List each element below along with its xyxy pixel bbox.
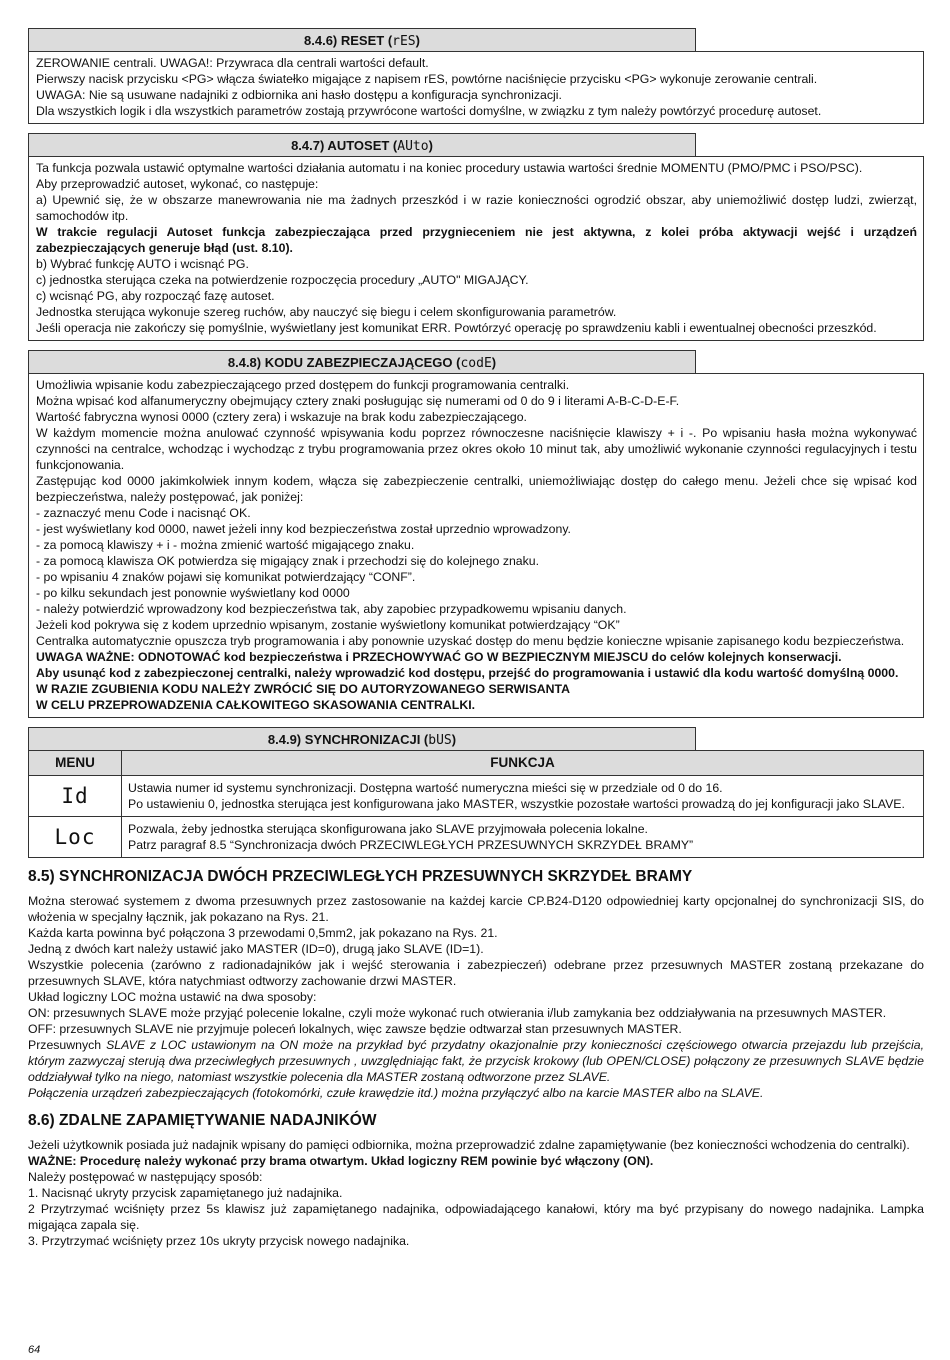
s85-p6: ON: przesuwnych SLAVE może przyjąć polecenie lokalne, czyli może wykonać ruch otwierania i/lub zamykania bez oddziaływania na przesuwnych MASTER. [28,1006,887,1020]
code-p2: Można wpisać kod alfanumeryczny obejmujący cztery znaki posługując się numerami od 0 do 9 i literami A-B-C-D-E-F. [36,394,680,408]
code-p3: Wartość fabryczna wynosi 0000 (cztery zera) i wskazuje na brak kodu zabezpieczającego. [36,410,527,424]
code-p13: Jeżeli kod pokrywa się z kodem uprzednio wpisanym, zostanie wyświetlony komunikat potwierdzający “OK” [36,618,620,632]
code-step-5: - po wpisaniu 4 znaków pojawi się komunikat potwierdzający “CONF”. [36,570,416,584]
autoset-p1: Ta funkcja pozwala ustawić optymalne wartości działania automatu i na koniec procedury ustawia wartości średnie MOMENTU (PMO/PMC i PSO/PSC). [36,161,863,175]
table-row [29,817,924,858]
code-warning-1: UWAGA WAŻNE: ODNOTOWAĆ kod bezpieczeństwa i PRZECHOWYWAĆ GO W BEZPIECZNYM MIEJSCU do celów kolejnych konserwacji. [36,650,842,664]
s85-p8-italic: SLAVE z LOC ustawionym na ON może na przykład być przydatny okazjonalnie przy konieczności częściowego otwarcia przejazdu lub przejścia, którym zazwyczaj sterują dwa przeciwległych przesuwnych , uwzględniając fakt, że przycisk krokowy (lub OPEN/CLOSE) połączony ze przesuwnych SLAVE będzie oddziaływał tylko na niego, natomiast wszystkie polecenia dla MASTER zostaną odtworzone przez SLAVE. [28,1038,924,1084]
menu-loc-display: Loc [29,817,122,858]
code-box [28,373,924,718]
menu-loc-line-2: Patrz paragraf 8.5 “Synchronizacja dwóch PRZECIWLEGŁYCH PRZESUWNYCH SKRZYDEŁ BRAMY” [128,838,694,852]
autoset-p8: Jednostka sterująca wykonuje szereg ruchów, aby nauczyć się biegu i celem skonfigurowania parametrów. [36,305,617,319]
sync-section-header [28,727,696,750]
sync-table [28,750,924,858]
code-p5: Zastępując kod 0000 jakimkolwiek innym kodem, włącza się zabezpieczenie centralki, uniemożliwiając dostęp do całego menu. Jeżeli chce się wpisać kod bezpieczeństwa, należy postępować, jak poniżej: [36,474,917,504]
menu-column-header: MENU [29,751,122,776]
s86-p1: Jeżeli użytkownik posiada już nadajnik wpisany do pamięci odbiornika, można przeprowadzić zdalne zapamiętywanie (bez konieczności wchodzenia do centralki). [28,1138,910,1152]
menu-id-line-2: Po ustawieniu 0, jednostka sterująca jest konfigurowana jako MASTER, wszystkie pozostałe wartości prowadzą do jej konfiguracji jako SLAVE. [128,797,905,811]
menu-loc-line-1: Pozwala, żeby jednostka sterująca skonfigurowana jako SLAVE przyjmowała polecenia lokalne. [128,822,648,836]
function-column-header: FUNKCJA [122,751,924,776]
code-section-header [28,350,696,373]
autoset-p7: c) wcisnąć PG, aby rozpocząć fazę autoset. [36,289,275,303]
code-title: 8.4.8) KODU ZABEZPIECZAJĄCEGO ( [227,355,461,370]
menu-id-description [122,776,924,817]
autoset-section-header [28,133,696,156]
manual-page [28,28,924,1249]
code-step-7: - należy potwierdzić wprowadzony kod bezpieczeństwa tak, aby zapobiec przypadkowemu wpisaniu danych. [36,602,627,616]
autoset-box [28,156,924,341]
code-warning-4: W CELU PRZEPROWADZENIA CAŁKOWITEGO SKASOWANIA CENTRALKI. [36,698,476,712]
menu-id-display: Id [29,776,122,817]
s85-p8-lead: Przesuwnych [28,1038,107,1052]
s85-p4: Wszystkie polecenia (zarówno z radionadajników jak i wejść sterowania i zabezpieczeń) odebrane przez przesuwnych MASTER zostaną przekazane do przesuwnych SLAVE, która natychmiast odtworzy zachowanie drzwi MASTER. [28,958,924,988]
reset-title-close: ) [415,33,420,48]
autoset-p3: a) Upewnić się, że w obszarze manewrowania nie ma żadnych przeszkód i w razie konieczności ogrodzić obszar, aby uniemożliwić dostęp ludzi, zwierząt, samochodów itp. [36,193,917,223]
code-step-1: - zaznaczyć menu Code i nacisnąć OK. [36,506,251,520]
s86-step-2: 2 Przytrzymać wciśnięty przez 5s klawisz już zapamiętanego nadajnika, odpowiadającego kanałowi, który ma być przypisany do nowego nadajnika. Lampka migająca zapala się. [28,1202,924,1232]
sync-table-header-row [29,751,924,776]
code-step-6: - po kilku sekundach jest ponownie wyświetlany kod 0000 [36,586,350,600]
reset-line-2: Pierwszy nacisk przycisku <PG> włącza światełko migające z napisem rES, powtórne naciśnięcie przycisku <PG> wykonuje zerowanie centrali. [36,72,818,86]
reset-line-3: UWAGA: Nie są usuwane nadajniki z odbiornika ani hasło dostępu a konfiguracja synchronizacji. [36,88,562,102]
autoset-warning: W trakcie regulacji Autoset funkcja zabezpieczająca przed przygnieceniem nie jest aktywna, z kolei próba aktywacji wejść i urządzeń zabezpieczających generuje błąd (ust. 8.10). [36,225,917,255]
reset-line-1: ZEROWANIE centrali. UWAGA!: Przywraca dla centrali wartości default. [36,56,429,70]
code-warning-3: W RAZIE ZGUBIENIA KODU NALEŻY ZWRÓCIĆ SIĘ DO AUTORYZOWANEGO SERWISANTA [36,682,571,696]
autoset-p6: c) jednostka sterująca czeka na potwierdzenie rozpoczęcia procedury „AUTO" MIGAJĄCY. [36,273,529,287]
s86-p3: Należy postępować w następujący sposób: [28,1170,263,1184]
code-title-close: ) [491,355,497,370]
code-step-2: - jest wyświetlany kod 0000, nawet jeżeli inny kod bezpieczeństwa został uprzednio wprowadzony. [36,522,571,536]
s86-important: WAŻNE: Procedurę należy wykonać przy brama otwartym. Układ logiczny REM powinie być włączony (ON). [28,1154,654,1168]
section-8-6-body [28,1137,924,1249]
sync-title-close: ) [451,732,457,747]
code-display-code: codE [460,356,492,371]
code-step-3: - za pomocą klawiszy + i - można zmienić wartość migającego znaku. [36,538,415,552]
section-8-5-body [28,893,924,1101]
autoset-p9: Jeśli operacja nie zakończy się pomyślnie, wyświetlany jest komunikat ERR. Powtórzyć operację po sprawdzeniu kabli i ewentualnej obecności przeszkód. [36,321,877,335]
autoset-p2: Aby przeprowadzić autoset, wykonać, co następuje: [36,177,319,191]
s85-p3: Jedną z dwóch kart należy ustawić jako MASTER (ID=0), drugą jako SLAVE (ID=1). [28,942,484,956]
code-p4: W każdym momencie można anulować czynność wpisywania kodu poprzez równoczesne naciśnięcie klawiszy + i -. Po wpisaniu hasła można wykonywać czynności na centralce, wchodząc i wychodząc z trybu programowania przez okres około 10 minut tak, aby umożliwić wykonanie czynności regulacyjnych i testu funkcjonowania. [36,426,917,472]
menu-loc-description [122,817,924,858]
s85-p8 [28,1037,924,1085]
s85-p9: Połączenia urządzeń zabezpieczających (fotokomórki, czułe krawędzie itd.) można przyłączyć albo na karcie MASTER albo na SLAVE. [28,1086,764,1100]
s85-p2: Każda karta powinna być połączona 3 przewodami 0,5mm2, jak pokazano na Rys. 21. [28,926,498,940]
s86-step-1: 1. Nacisnąć ukryty przycisk zapamiętanego już nadajnika. [28,1186,343,1200]
code-warning-2: Aby usunąć kod z zabezpieczonej centralki, należy wprowadzić kod dostępu, przejść do programowania i ustawić dla kodu wartość domyślną 0000. [36,666,899,680]
autoset-p5: b) Wybrać funkcję AUTO i wcisnąć PG. [36,257,249,271]
menu-id-line-1: Ustawia numer id systemu synchronizacji. Dostępna wartość numeryczna mieści się w przedziale od 0 do 16. [128,781,723,795]
s85-p7: OFF: przesuwnych SLAVE nie przyjmuje poleceń lokalnych, więc zawsze będzie odtwarzał stan przesuwnych MASTER. [28,1022,682,1036]
autoset-title-close: ) [428,138,433,153]
reset-line-4: Dla wszystkich logik i dla wszystkich parametrów zostają przywrócone wartości domyślne, w związku z tym należy powtórzyć procedurę autoset. [36,104,822,118]
section-8-6-heading: 8.6) ZDALNE ZAPAMIĘTYWANIE NADAJNIKÓW [28,1112,377,1129]
page-number: 64 [28,1344,41,1356]
reset-section-header [28,28,696,51]
reset-box [28,51,924,124]
section-8-5-heading: 8.5) SYNCHRONIZACJA DWÓCH PRZECIWLEGŁYCH PRZESUWNYCH SKRZYDEŁ BRAMY [28,868,693,885]
sync-title: 8.4.9) SYNCHRONIZACJI ( [267,732,429,747]
table-row [29,776,924,817]
code-p14: Centralka automatycznie opuszcza tryb programowania i aby ponownie uzyskać dostęp do menu będzie konieczne wpisanie zapisanego kodu bezpieczeństwa. [36,634,905,648]
s85-p5: Układ logiczny LOC można ustawić na dwa sposoby: [28,990,317,1004]
reset-display-code: rES [392,34,416,49]
sync-display-code: bUS [428,733,452,748]
code-step-4: - za pomocą klawisza OK potwierdza się migający znak i przechodzi się do kolejnego znaku. [36,554,540,568]
reset-title: 8.4.6) RESET ( [304,33,393,48]
autoset-title: 8.4.7) AUTOSET ( [291,138,398,153]
s85-p1: Można sterować systemem z dwoma przesuwnych przez zastosowanie na każdej karcie CP.B24-D120 odpowiedniej karty opcjonalnej do synchronizacji SIS, do włożenia w specjalny łącznik, jak pokazano na Rys. 21. [28,894,924,924]
autoset-display-code: AUto [397,139,429,154]
s86-step-3: 3. Przytrzymać wciśnięty przez 10s ukryty przycisk nowego nadajnika. [28,1234,410,1248]
code-p1: Umożliwia wpisanie kodu zabezpieczającego przed dostępem do funkcji programowania centralki. [36,378,570,392]
